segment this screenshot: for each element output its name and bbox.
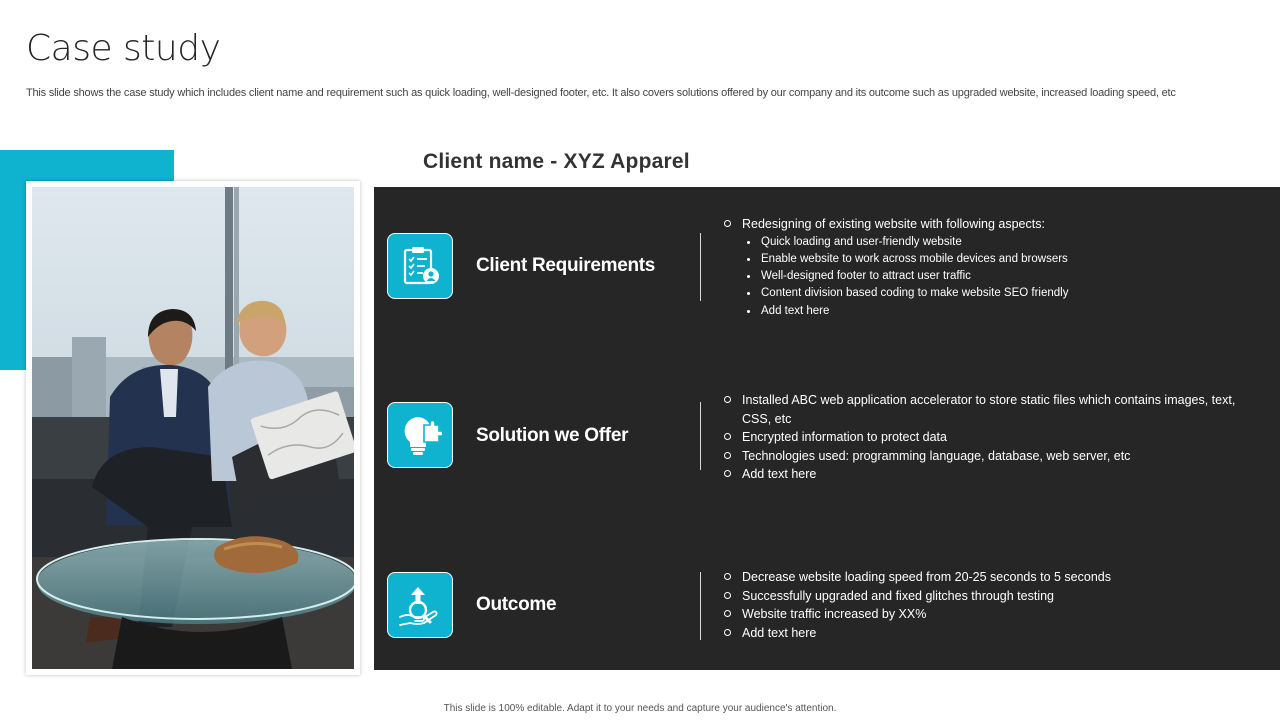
client-name-heading: Client name - XYZ Apparel xyxy=(423,150,690,173)
sub-list-item: Add text here xyxy=(742,303,1242,320)
section-points xyxy=(722,215,1242,320)
sub-list-item: Enable website to work across mobile devices and browsers xyxy=(742,251,1242,268)
page-title: Case study xyxy=(26,28,221,69)
sub-list-item: Well-designed footer to attract user traffic xyxy=(742,268,1242,285)
business-meeting-photo xyxy=(32,187,354,669)
case-study-panel xyxy=(374,187,1280,670)
hand-growth-icon xyxy=(387,572,453,638)
photo-frame xyxy=(26,181,360,675)
list-item: Installed ABC web application accelerator to store static files which contains images, text, CSS, etc xyxy=(722,391,1242,428)
section-divider xyxy=(700,233,701,301)
sub-list-item: Content division based coding to make website SEO friendly xyxy=(742,285,1242,302)
clipboard-user-icon xyxy=(387,233,453,299)
list-item: Website traffic increased by XX% xyxy=(722,605,1242,624)
section-divider xyxy=(700,402,701,470)
footer-note: This slide is 100% editable. Adapt it to your needs and capture your audience's attention. xyxy=(443,703,837,714)
section-title: Outcome xyxy=(476,594,557,615)
section-title: Client Requirements xyxy=(476,255,656,276)
section-divider xyxy=(700,572,701,640)
lightbulb-puzzle-icon xyxy=(387,402,453,468)
list-item xyxy=(722,215,1242,320)
list-item: Encrypted information to protect data xyxy=(722,428,1242,447)
point-text: Redesigning of existing website with following aspects: xyxy=(742,217,1045,231)
section-points xyxy=(722,568,1242,642)
list-item: Successfully upgraded and fixed glitches through testing xyxy=(722,587,1242,606)
list-item: Add text here xyxy=(722,465,1242,484)
sub-list-item: Quick loading and user-friendly website xyxy=(742,234,1242,251)
section-title: Solution we Offer xyxy=(476,425,629,446)
section-points xyxy=(722,391,1242,484)
list-item: Add text here xyxy=(722,624,1242,643)
list-item: Decrease website loading speed from 20-25 seconds to 5 seconds xyxy=(722,568,1242,587)
sub-list xyxy=(742,234,1242,320)
page-subtitle: This slide shows the case study which includes client name and requirement such as quick loading, well-designed footer, etc. It also covers solutions offered by our company and its outcome such as upgraded website, increased loading speed, etc xyxy=(26,87,1176,99)
list-item: Technologies used: programming language, database, web server, etc xyxy=(722,447,1242,466)
